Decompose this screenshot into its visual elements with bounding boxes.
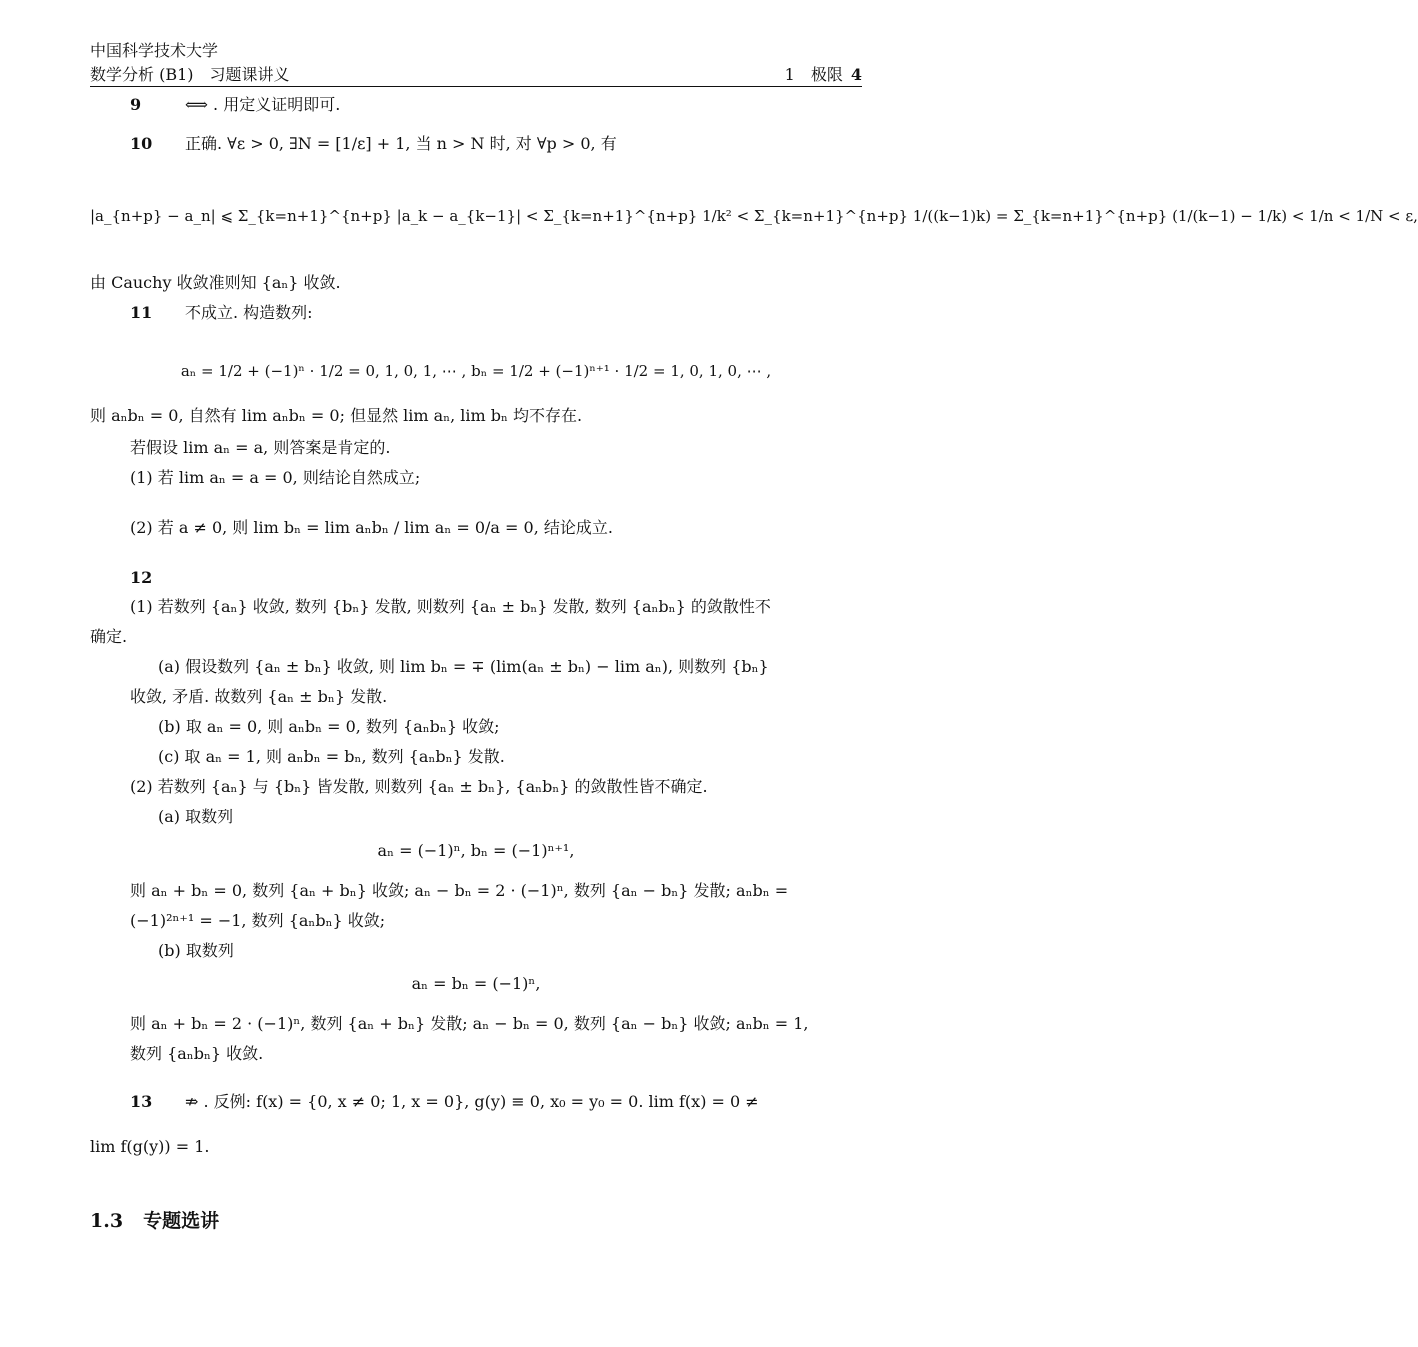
item-number: 11 xyxy=(130,303,153,322)
item-10 xyxy=(130,133,862,155)
equation-10: |a_{n+p} − a_n| ⩽ Σ_{k=n+1}^{n+p} |a_k − a_{k−1}| < Σ_{k=n+1}^{n+p} 1/k² < Σ_{k=n+1}^{n+p} 1/((k−1)k) = Σ_{k=n+1}^{n+p} (1/(k−1) − 1/k) < 1/n < 1/N < ε, xyxy=(90,207,1418,225)
item-12-s2: (2) 若数列 {aₙ} 与 {bₙ} 皆发散, 则数列 {aₙ ± bₙ}, {aₙbₙ} 的敛散性皆不确定. xyxy=(130,777,708,796)
item-13 xyxy=(130,1091,862,1113)
item-11 xyxy=(130,302,862,324)
item-10-conclusion: 由 Cauchy 收敛准则知 {aₙ} 收敛. xyxy=(90,273,341,292)
item-text: ⇏ . 反例: f(x) = {0, x ≠ 0; 1, x = 0}, g(y) ≡ 0, x₀ = y₀ = 0. lim f(x) = 0 ≠ xyxy=(185,1092,759,1111)
equation-12b: aₙ = bₙ = (−1)ⁿ, xyxy=(411,974,541,993)
header-course: 数学分析 (B1) 习题课讲义 xyxy=(90,65,290,84)
item-number: 9 xyxy=(130,95,142,114)
item-12-a1b: 收敛, 矛盾. 故数列 {aₙ ± bₙ} 发散. xyxy=(130,687,388,706)
item-12-a2: (a) 取数列 xyxy=(158,807,234,826)
header-chapter-title: 1 极限 xyxy=(784,65,843,84)
item-12-a2t2: (−1)²ⁿ⁺¹ = −1, 数列 {aₙbₙ} 收敛; xyxy=(130,911,386,930)
item-number: 13 xyxy=(130,1092,153,1111)
item-number: 12 xyxy=(130,568,153,587)
item-12-b2: (b) 取数列 xyxy=(158,941,234,960)
item-12-b2t2: 数列 {aₙbₙ} 收敛. xyxy=(130,1044,264,1063)
header-rule xyxy=(90,86,862,87)
item-12-c1: (c) 取 aₙ = 1, 则 aₙbₙ = bₙ, 数列 {aₙbₙ} 发散. xyxy=(158,747,505,766)
equation-11: aₙ = 1/2 + (−1)ⁿ · 1/2 = 0, 1, 0, 1, ⋯ , bₙ = 1/2 + (−1)ⁿ⁺¹ · 1/2 = 1, 0, 1, 0, ⋯ , xyxy=(180,362,772,380)
equation-12a: aₙ = (−1)ⁿ, bₙ = (−1)ⁿ⁺¹, xyxy=(377,841,575,860)
item-12-b1: (b) 取 aₙ = 0, 则 aₙbₙ = 0, 数列 {aₙbₙ} 收敛; xyxy=(158,717,500,736)
header-institution: 中国科学技术大学 xyxy=(90,41,219,60)
header-page-number: 4 xyxy=(850,65,862,84)
item-11-line1: 则 aₙbₙ = 0, 自然有 lim aₙbₙ = 0; 但显然 lim aₙ, lim bₙ 均不存在. xyxy=(90,406,583,425)
item-13-tail: lim f(g(y)) = 1. xyxy=(90,1137,210,1156)
item-12-a2t1: 则 aₙ + bₙ = 0, 数列 {aₙ + bₙ} 收敛; aₙ − bₙ = 2 · (−1)ⁿ, 数列 {aₙ − bₙ} 发散; aₙbₙ = xyxy=(130,881,789,900)
item-text: 正确. ∀ε > 0, ∃N = [1/ε] + 1, 当 n > N 时, 对 ∀p > 0, 有 xyxy=(185,134,617,153)
item-12-s1: (1) 若数列 {aₙ} 收敛, 数列 {bₙ} 发散, 则数列 {aₙ ± bₙ} 发散, 数列 {aₙbₙ} 的敛散性不 xyxy=(130,597,771,616)
header-chapter xyxy=(785,62,862,85)
item-11-line4: (2) 若 a ≠ 0, 则 lim bₙ = lim aₙbₙ / lim aₙ = 0/a = 0, 结论成立. xyxy=(130,518,613,537)
section-number: 1.3 xyxy=(90,1210,124,1232)
item-text: ⟺ . 用定义证明即可. xyxy=(185,95,341,114)
item-12-s1b: 确定. xyxy=(90,627,128,646)
item-11-line3: (1) 若 lim aₙ = a = 0, 则结论自然成立; xyxy=(130,468,421,487)
item-11-line2: 若假设 lim aₙ = a, 则答案是肯定的. xyxy=(130,438,391,457)
item-text: 不成立. 构造数列: xyxy=(185,303,313,322)
item-12 xyxy=(130,567,862,589)
item-12-b2t1: 则 aₙ + bₙ = 2 · (−1)ⁿ, 数列 {aₙ + bₙ} 发散; aₙ − bₙ = 0, 数列 {aₙ − bₙ} 收敛; aₙbₙ = 1, xyxy=(130,1014,809,1033)
section-heading xyxy=(90,1206,219,1233)
item-number: 10 xyxy=(130,134,153,153)
item-9 xyxy=(130,94,862,116)
item-12-a1: (a) 假设数列 {aₙ ± bₙ} 收敛, 则 lim bₙ = ∓ (lim(aₙ ± bₙ) − lim aₙ), 则数列 {bₙ} xyxy=(158,657,769,676)
section-title: 专题选讲 xyxy=(143,1210,220,1232)
